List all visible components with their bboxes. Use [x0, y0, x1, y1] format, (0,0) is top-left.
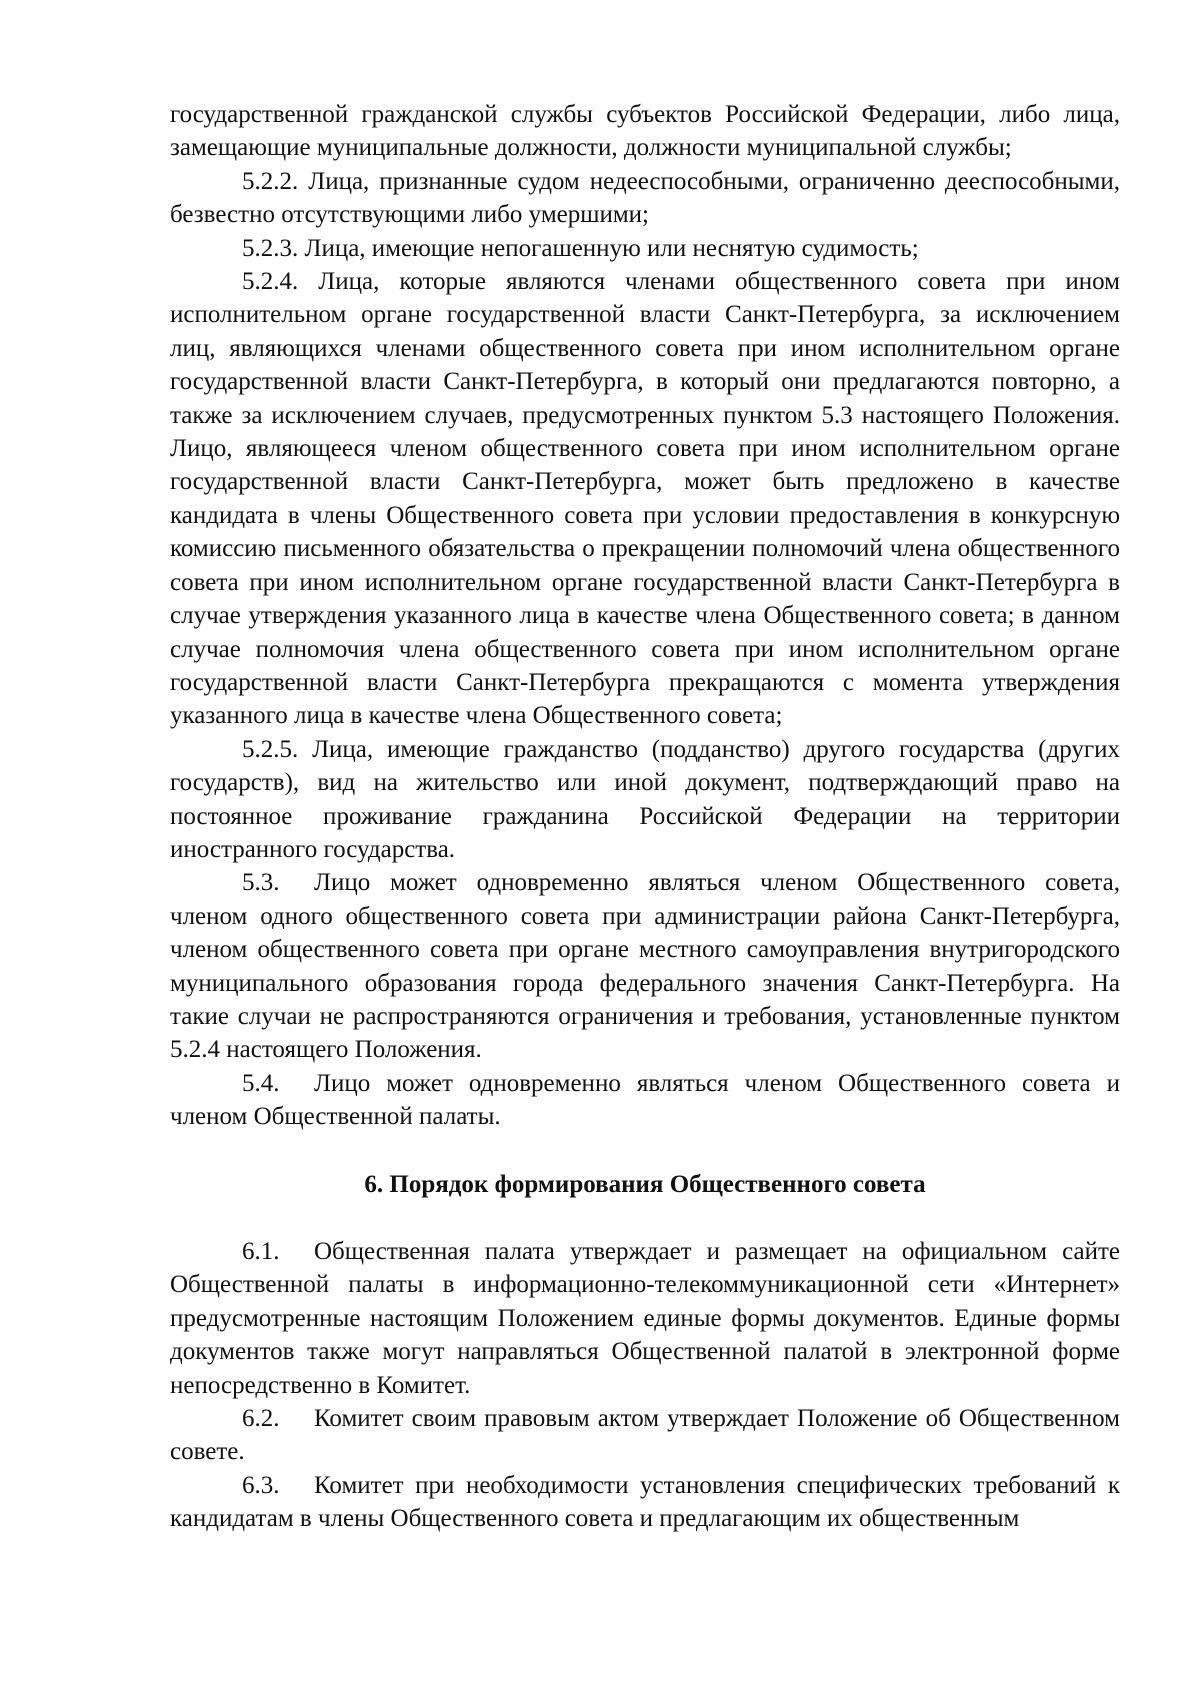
paragraph-5-2-4 — [170, 265, 1120, 733]
paragraph-text: Лицо может одновременно являться членом Общественного совета, членом одного общественного совета при администрации района Санкт-Петербурга, членом общественного совета при органе местного самоуправления внутригородского муниципального образования города федерального значения Санкт-Петербурга. На такие случаи не распространяются ограничения и требования, установленные пунктом 5.2.4 настоящего Положения. — [170, 869, 1120, 1064]
paragraph-text: Лицо может одновременно являться членом Общественного совета и членом Общественной палаты. — [170, 1069, 1120, 1131]
paragraph-5-2-2 — [170, 165, 1120, 232]
paragraph-number: 6.1. — [242, 1238, 280, 1265]
paragraph-number: 6.2. — [242, 1405, 280, 1433]
document-page — [170, 98, 1120, 1536]
paragraph-6-1 — [170, 1235, 1120, 1402]
paragraph-continuation: государственной гражданской службы субъектов Российской Федерации, либо лица, замещающие муниципальные должности, должности муниципальной службы; — [170, 101, 1120, 162]
paragraph-6-2 — [170, 1402, 1120, 1469]
paragraph-number: 5.2.2. — [242, 167, 299, 195]
paragraph-text: Лица, которые являются членами общественного совета при ином исполнительном органе государственной власти Санкт-Петербурга, за исключением лиц, являющихся членами общественного совета при ином исполнительном органе государственной власти Санкт-Петербурга, в который они предлагаются повторно, а также за исключением случаев, предусмотренных пунктом 5.3 настоящего Положения. Лицо, являющееся членом общественного совета при ином исполнительном органе государственной власти Санкт-Петербурга, может быть предложено в качестве кандидата в члены Общественного совета при условии предоставления в конкурсную комиссию письменного обязательства о прекращении полномочий члена общественного совета при ином исполнительном органе государственной власти Санкт-Петербурга в случае утверждения указанного лица в качестве члена Общественного совета; в данном случае полномочия члена общественного совета при ином исполнительном органе государственной власти Санкт-Петербурга прекращаются с момента утверждения указанного лица в качестве члена Общественного совета; — [170, 268, 1120, 730]
spacer — [170, 1134, 1120, 1168]
paragraph-number: 5.4. — [242, 1069, 280, 1097]
paragraph-5-4 — [170, 1067, 1120, 1134]
spacer — [170, 1201, 1120, 1235]
paragraph-text: Лица, имеющие гражданство (подданство) другого государства (других государств), вид на жительство или иной документ, подтверждающий право на постоянное проживание гражданина Российской Федерации на территории иностранного государства. — [170, 735, 1120, 863]
paragraph-number: 5.2.5. — [242, 735, 299, 763]
paragraph-number: 5.3. — [242, 869, 280, 897]
paragraph-5-2-3 — [170, 232, 1120, 265]
paragraph-5-2-5 — [170, 733, 1120, 867]
section-heading: 6. Порядок формирования Общественного совета — [364, 1170, 926, 1198]
paragraph-text: Лица, имеющие непогашенную или неснятую судимость; — [304, 234, 919, 262]
paragraph-text: Лица, признанные судом недееспособными, ограниченно дееспособными, безвестно отсутствующими либо умершими; — [170, 167, 1121, 229]
paragraph-text: Общественная палата утверждает и размещает на официальном сайте Общественной палаты в информационно-телекоммуникационной сети «Интернет» предусмотренные настоящим Положением единые формы документов. Единые формы документов также могут направляться Общественной палатой в электронной форме непосредственно в Комитет. — [170, 1238, 1120, 1399]
paragraph-5-3 — [170, 866, 1120, 1066]
paragraph-6-3 — [170, 1469, 1120, 1536]
paragraph-number: 5.2.3. — [242, 234, 299, 262]
paragraph-text: Комитет при необходимости установления специфических требований к кандидатам в члены Общественного совета и предлагающим их общественным — [170, 1471, 1120, 1533]
paragraph-text: Комитет своим правовым актом утверждает Положение об Общественном совете. — [170, 1405, 1120, 1466]
paragraph-number: 5.2.4. — [242, 268, 299, 296]
paragraph-number: 6.3. — [242, 1471, 280, 1499]
